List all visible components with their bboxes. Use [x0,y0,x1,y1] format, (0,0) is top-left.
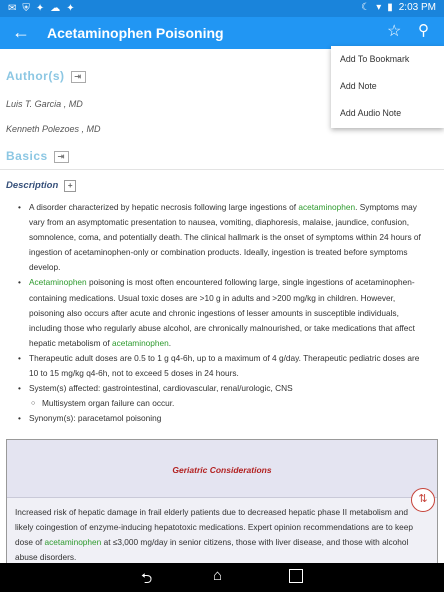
description-heading [6,180,76,192]
list-item [16,200,430,275]
wifi-icon: ▾ [376,2,382,13]
nav-back-icon[interactable]: ⮌ [141,570,153,586]
bullet-text: Synonym(s): paracetamol poisoning [29,413,162,424]
navigation-bar [0,563,444,592]
sub-list [29,396,430,411]
list-item [16,351,430,381]
star-icon[interactable]: ☆ [387,23,402,40]
status-left-icons [8,2,75,15]
bullet-text: A disorder characterized by hepatic necrosis following large ingestions of [29,202,299,212]
description-list [16,200,430,426]
bullet-text: Therapeutic adult doses are 0.5 to 1 g q4-6h, up to a maximum of 4 g/day. Therapeutic pediatric doses are 10 to 15 mg/kg q4-6h, not to exceed 5 doses in 24 hours. [29,352,420,379]
divider [0,169,444,170]
geriatric-text-part: Increased risk of hepatic damage in frail elderly patients due to decreased hepatic phase II metabolism and likely coingestion of enzyme-inducing hepatotoxic medications. Expert opinion recommendations are to keep dose of [15,507,414,548]
app-bar [0,17,444,49]
notification-icon: ✦ [35,3,45,14]
page-title: Acetaminophen Poisoning [47,25,224,41]
basics-heading-label: Basics [6,149,48,163]
moon-icon: ☾ [361,2,371,13]
geriatric-title: Geriatric Considerations [172,465,272,475]
bullet-text: poisoning is most often encountered following large, single ingestions of acetaminophen-containing medications. Usual toxic doses are >10 g in adults and >200 mg/kg in children. However, poisoning also occurs after acute and chronic ingestions of lesser amounts in susceptible individuals, including those who regularly abuse alcohol, are chronically malnourished, or take medications that affect hepatic metabolism of [29,277,415,348]
status-time: 2:03 PM [398,2,436,13]
nav-recent-apps-icon[interactable] [289,569,303,583]
nav-home-icon[interactable]: ⌂ [213,567,223,584]
drug-link[interactable]: acetaminophen [112,337,169,348]
search-icon[interactable]: ⚲ [418,22,429,39]
authors-heading[interactable] [6,69,86,83]
description-heading-label: Description [6,180,59,191]
list-item [16,275,430,350]
basics-heading[interactable] [6,149,69,163]
menu-item-add-audio-note[interactable]: Add Audio Note [340,108,402,118]
authors-heading-label: Author(s) [6,69,65,83]
expand-icon[interactable]: ⇥ [54,151,69,163]
shield-icon: ⛨ [22,3,30,14]
drug-link[interactable]: Acetaminophen [29,277,87,288]
drug-link[interactable]: acetaminophen [298,202,356,212]
overflow-menu [331,46,444,128]
geriatric-header [7,440,437,498]
menu-item-add-to-bookmark[interactable]: Add To Bookmark [340,54,410,64]
bullet-text: System(s) affected: gastrointestinal, cardiovascular, renal/urologic, CNS [29,383,293,394]
back-icon[interactable]: ← [12,22,30,42]
menu-item-add-note[interactable]: Add Note [340,81,377,91]
author-name: Kenneth Polezoes , MD [6,124,101,134]
notification-icon: ✦ [66,3,75,14]
battery-icon: ▮ [387,2,393,13]
list-item [16,381,430,411]
bullet-text: Multisystem organ failure can occur. [42,398,175,409]
sub-list-item [29,396,430,411]
geriatric-text [15,505,425,563]
add-note-icon[interactable]: + [64,180,76,192]
expand-icon[interactable]: ⇥ [71,71,86,83]
geriatric-box [6,439,438,563]
cloud-icon: ☁ [50,3,61,14]
author-name: Luis T. Garcia , MD [6,99,83,109]
list-item [16,411,430,426]
floating-action-button[interactable]: ⇅ [411,488,435,512]
status-right [361,2,436,13]
bullet-text: . [168,337,172,348]
drug-link[interactable]: acetaminophen [44,537,102,548]
status-bar [0,0,444,17]
email-icon: ✉ [8,3,17,14]
bullet-text: . Symptoms may vary from an asymptomatic presentation to nausea, vomiting, diaphoresis, malaise, jaundice, confusion, somnolence, coma, and potentially death. The clinical hallmark is the onset of symptoms within 24 hours of ingestion of acetaminophen-only or combination products. Ideally, ingestion is treated before symptoms develop. [29,202,421,273]
geriatric-text-part: at ≤3,000 mg/day in senior citizens, those with liver disease, and those with alcohol abuse disorders. [15,537,409,563]
